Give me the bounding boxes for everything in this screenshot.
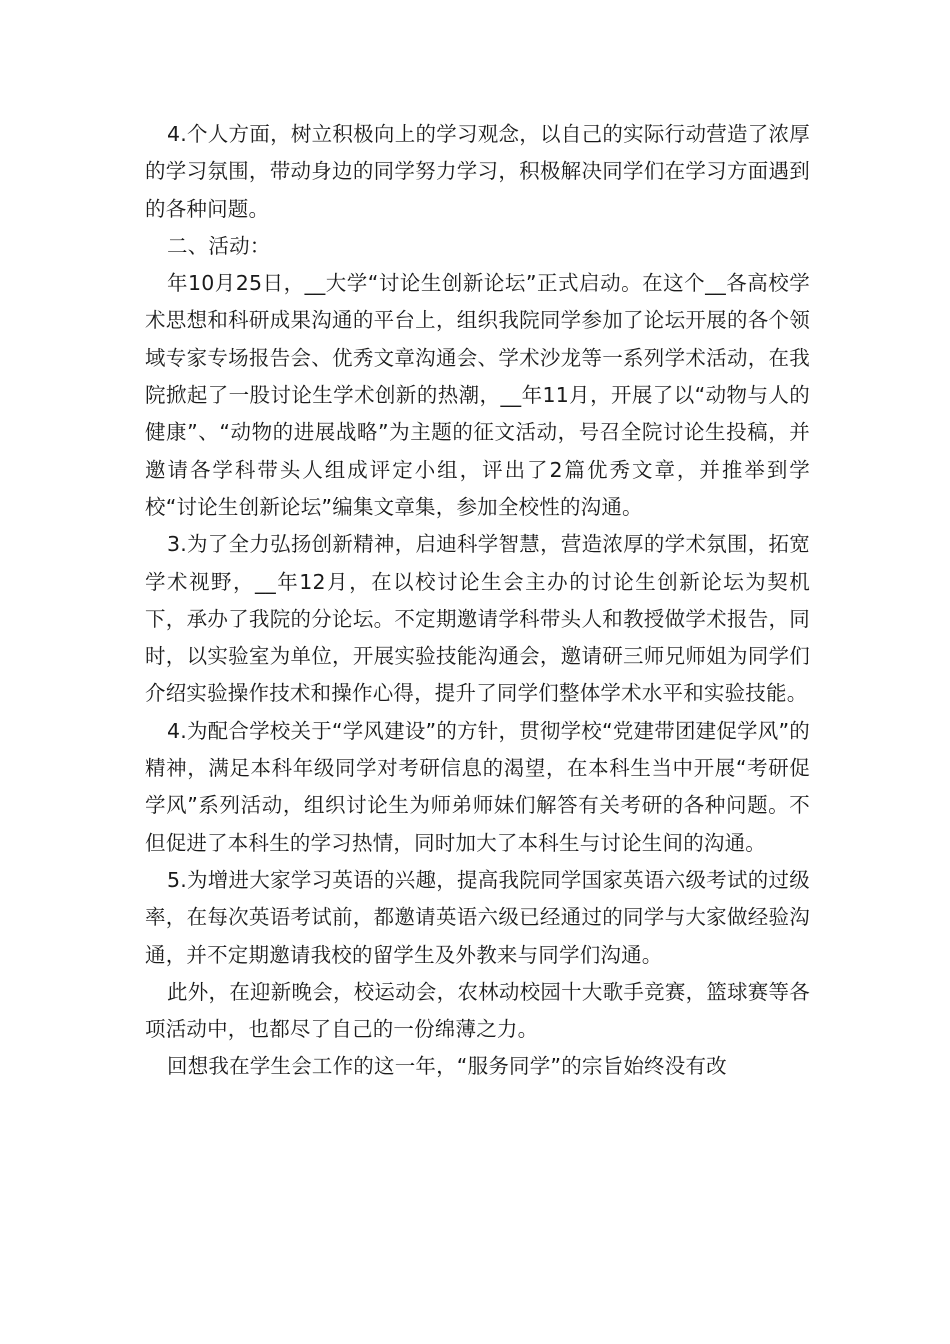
paragraph-personal-aspect: 4.个人方面，树立积极向上的学习观念，以自己的实际行动营造了浓厚的学习氛围，带动身边的同学努力学习，积极解决同学们在学习方面遇到的各种问题。 (145, 122, 810, 221)
paragraph-reflection: 回想我在学生会工作的这一年，“服务同学”的宗旨始终没有改 (167, 1054, 727, 1079)
document-body (145, 116, 810, 1086)
paragraph-innovation-forum: 年10月25日，__大学“讨论生创新论坛”正式启动。在这个__各高校学术思想和科研成果沟通的平台上，组织我院同学参加了论坛开展的各个领域专家专场报告会、优秀文章沟通会、学术沙龙等一系列学术活动，在我院掀起了一股讨论生学术创新的热潮，__年11月，开展了以“动物与人的健康”、“动物的进展战略”为主题的征文活动，号召全院讨论生投稿，并邀请各学科带头人组成评定小组，评出了2篇优秀文章，并推举到学校“讨论生创新论坛”编集文章集，参加全校性的沟通。 (145, 271, 810, 519)
section-heading-activities: 二、活动： (167, 233, 271, 258)
paragraph-sub-forum: 3.为了全力弘扬创新精神，启迪科学智慧，营造浓厚的学术氛围，拓宽学术视野，__年12月，在以校讨论生会主办的讨论生创新论坛为契机下，承办了我院的分论坛。不定期邀请学科带头人和教授做学术报告，同时，以实验室为单位，开展实验技能沟通会，邀请研三师兄师姐为同学们介绍实验操作技术和操作心得，提升了同学们整体学术水平和实验技能。 (145, 532, 810, 706)
paragraph-study-style: 4.为配合学校关于“学风建设”的方针，贯彻学校“党建带团建促学风”的精神，满足本科年级同学对考研信息的渴望，在本科生当中开展“考研促学风”系列活动，组织讨论生为师弟师妹们解答有关考研的各种问题。不但促进了本科生的学习热情，同时加大了本科生与讨论生间的沟通。 (145, 718, 810, 855)
paragraph-english-learning: 5.为增进大家学习英语的兴趣，提高我院同学国家英语六级考试的过级率，在每次英语考试前，都邀请英语六级已经通过的同学与大家做经验沟通，并不定期邀请我校的留学生及外教来与同学们沟通。 (145, 867, 810, 967)
paragraph-other-activities: 此外，在迎新晚会，校运动会，农林动校园十大歌手竞赛，篮球赛等各项活动中，也都尽了自己的一份绵薄之力。 (145, 979, 810, 1042)
